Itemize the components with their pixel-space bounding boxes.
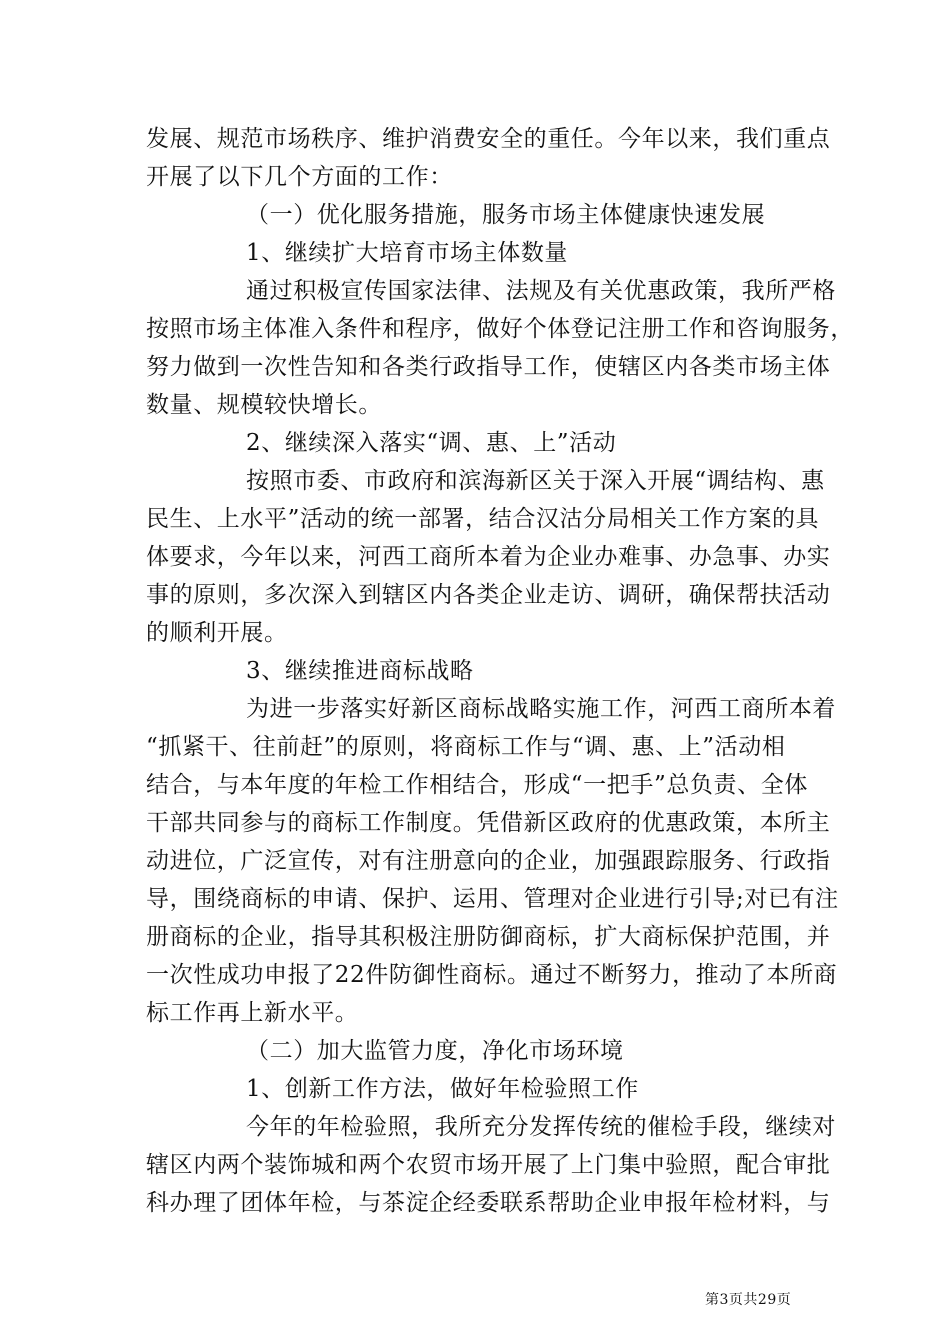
subsection-heading: 1、继续扩大培育市场主体数量: [246, 240, 569, 266]
document-body: [146, 120, 854, 1222]
body-line: 开展了以下几个方面的工作：: [146, 164, 453, 190]
body-line: 为进一步落实好新区商标战略实施工作，河西工商所本着: [246, 696, 836, 722]
body-line: 数量、规模较快增长。: [146, 392, 382, 418]
body-line: 标工作再上新水平。: [146, 1000, 359, 1026]
subsection-heading: 1、创新工作方法，做好年检验照工作: [246, 1076, 639, 1102]
body-line: 干部共同参与的商标工作制度。凭借新区政府的优惠政策，本所主: [146, 810, 831, 836]
body-line: 科办理了团体年检，与茶淀企经委联系帮助企业申报年检材料，与: [146, 1190, 831, 1216]
section-heading: （二）加大监管力度，净化市场环境: [246, 1038, 624, 1064]
body-line: “抓紧干、往前赶”的原则，将商标工作与“调、惠、上”活动相: [146, 734, 786, 760]
body-line: 册商标的企业，指导其积极注册防御商标，扩大商标保护范围，并: [146, 924, 831, 950]
body-line: 导，围绕商标的申请、保护、运用、管理对企业进行引导;对已有注: [146, 886, 839, 912]
body-line: 今年的年检验照，我所充分发挥传统的催检手段，继续对: [246, 1114, 836, 1140]
body-line: 辖区内两个装饰城和两个农贸市场开展了上门集中验照，配合审批: [146, 1152, 831, 1178]
section-heading: （一）优化服务措施，服务市场主体健康快速发展: [246, 202, 766, 228]
page-number-footer: 第3页共29页: [705, 1292, 792, 1308]
body-line: 发展、规范市场秩序、维护消费安全的重任。今年以来，我们重点: [146, 126, 831, 152]
body-line: 动进位，广泛宣传，对有注册意向的企业，加强跟踪服务、行政指: [146, 848, 831, 874]
body-line: 通过积极宣传国家法律、法规及有关优惠政策，我所严格: [246, 278, 836, 304]
body-line: 的顺利开展。: [146, 620, 288, 646]
subsection-heading: 3、继续推进商标战略: [246, 658, 474, 684]
body-line: 事的原则，多次深入到辖区内各类企业走访、调研，确保帮扶活动: [146, 582, 831, 608]
body-line: 一次性成功申报了22件防御性商标。通过不断努力，推动了本所商: [146, 962, 838, 988]
body-line: 结合，与本年度的年检工作相结合，形成“一把手”总负责、全体: [146, 772, 808, 798]
subsection-heading: 2、继续深入落实“调、惠、上”活动: [246, 430, 617, 456]
body-line: 体要求，今年以来，河西工商所本着为企业办难事、办急事、办实: [146, 544, 831, 570]
body-line: 民生、上水平”活动的统一部署，结合汉沽分局相关工作方案的具: [146, 506, 820, 532]
body-line: 按照市场主体准入条件和程序，做好个体登记注册工作和咨询服务，: [146, 316, 854, 342]
body-line: 努力做到一次性告知和各类行政指导工作，使辖区内各类市场主体: [146, 354, 831, 380]
body-line: 按照市委、市政府和滨海新区关于深入开展“调结构、惠: [246, 468, 825, 494]
